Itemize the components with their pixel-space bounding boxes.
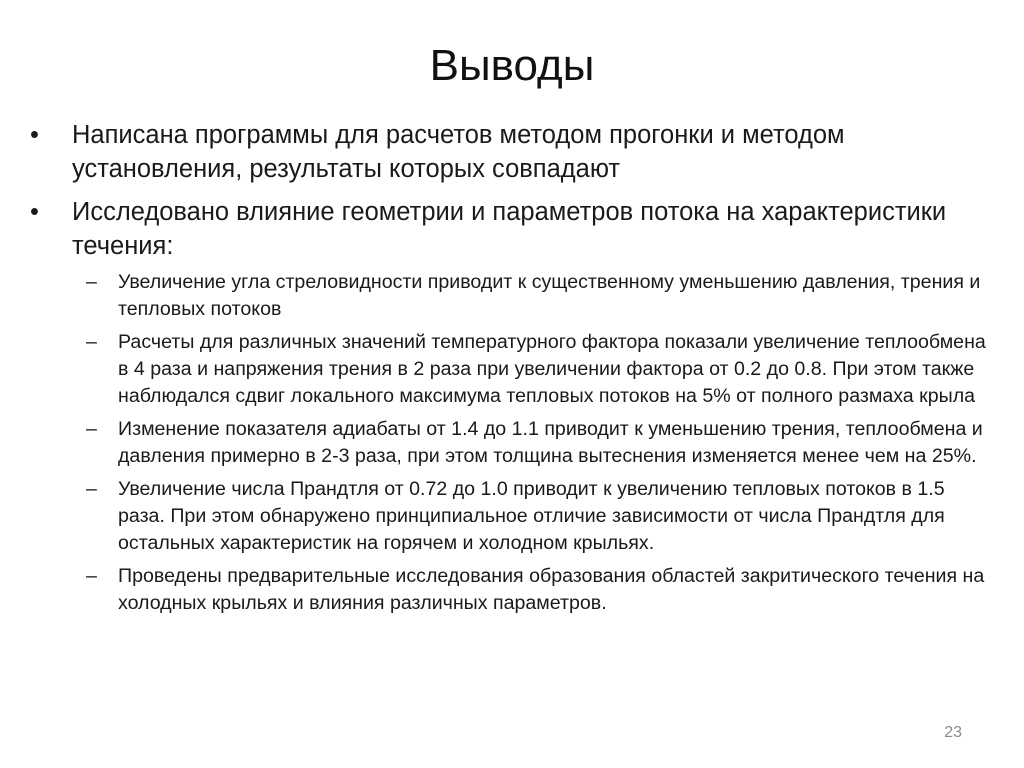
bullet-text: Исследовано влияние геометрии и параметров потока на характеристики течения: (72, 198, 947, 260)
slide-title: Выводы (429, 41, 595, 90)
sub-bullet-text: Увеличение угла стреловидности приводит к существенному уменьшению давления, трения и тепловых потоков (118, 271, 981, 320)
sub-bullet-text: Проведены предварительные исследования образования областей закритического течения на холодных крыльях и влияния различных параметров. (118, 565, 985, 614)
sub-bullet-text: Расчеты для различных значений температурного фактора показали увеличение теплообмена в 4 раза и напряжения трения в 2 раза при увеличении фактора от 0.2 до 0.8. При этом также наблюдался сдвиг локального максимума тепловых потоков на 5% от полного размаха крыла (118, 331, 986, 407)
bullet-item (30, 195, 990, 263)
page-number: 23 (944, 724, 962, 741)
sub-bullet-item (30, 269, 990, 323)
bullet-marker: • (30, 198, 39, 226)
bullet-item (30, 118, 990, 186)
sub-bullet-text: Изменение показателя адиабаты от 1.4 до 1.1 приводит к уменьшению трения, теплообмена и давления примерно в 2-3 раза, при этом толщина вытеснения изменяется менее чем на 25%. (118, 418, 983, 467)
sub-bullet-item (30, 329, 990, 410)
sub-bullet-item (30, 416, 990, 470)
slide-content (30, 118, 990, 623)
sub-bullet-marker: – (86, 478, 97, 500)
sub-bullet-text: Увеличение числа Прандтля от 0.72 до 1.0 приводит к увеличению тепловых потоков в 1.5 раза. При этом обнаружено принципиальное отличие зависимости от числа Прандтля для остальных характеристик на горячем и холодном крыльях. (118, 478, 945, 554)
sub-bullet-item (30, 476, 990, 557)
bullet-text: Написана программы для расчетов методом прогонки и методом установления, результаты которых совпадают (72, 121, 845, 183)
sub-bullet-marker: – (86, 565, 97, 587)
sub-bullet-marker: – (86, 271, 97, 293)
sub-bullet-marker: – (86, 418, 97, 440)
sub-bullet-item (30, 563, 990, 617)
sub-bullet-marker: – (86, 331, 97, 353)
sub-bullet-list (30, 269, 990, 617)
bullet-marker: • (30, 121, 39, 149)
